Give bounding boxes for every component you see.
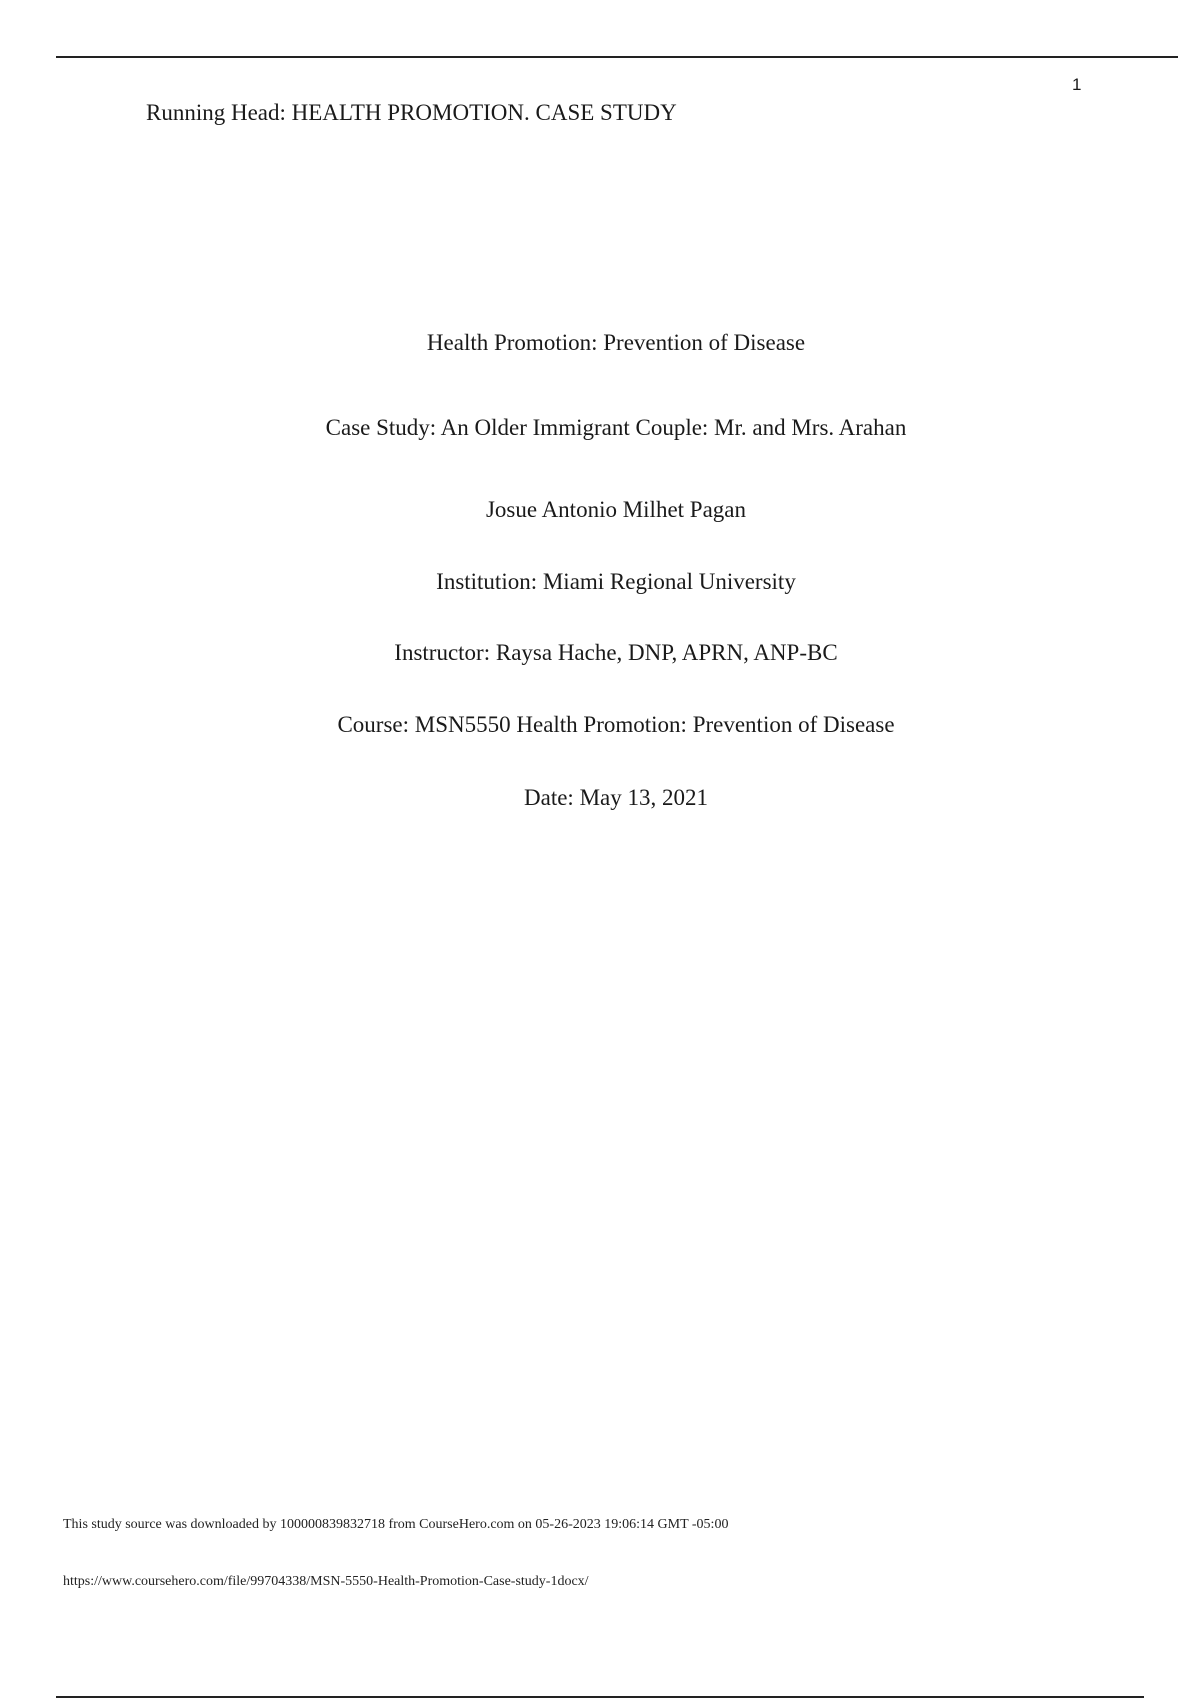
source-url: https://www.coursehero.com/file/99704338/MSN-5550-Health-Promotion-Case-study-1docx/ (63, 1574, 589, 1589)
page-number: 1 (1072, 75, 1082, 94)
course-line: Course: MSN5550 Health Promotion: Prevention of Disease (337, 712, 895, 737)
institution-line: Institution: Miami Regional University (436, 569, 796, 594)
instructor-line: Instructor: Raysa Hache, DNP, APRN, ANP-BC (394, 640, 838, 665)
document-title: Health Promotion: Prevention of Disease (426, 330, 806, 355)
top-rule (56, 56, 1178, 58)
author-name: Josue Antonio Milhet Pagan (485, 497, 747, 522)
bottom-rule (56, 1696, 1144, 1698)
download-source-note: This study source was downloaded by 100000839832718 from CourseHero.com on 05-26-2023 19:06:14 GMT -05:00 (63, 1517, 729, 1532)
case-study-title: Case Study: An Older Immigrant Couple: Mr. and Mrs. Arahan (325, 415, 907, 440)
running-head: Running Head: HEALTH PROMOTION. CASE STUDY (146, 100, 677, 125)
date-line: Date: May 13, 2021 (524, 785, 708, 810)
